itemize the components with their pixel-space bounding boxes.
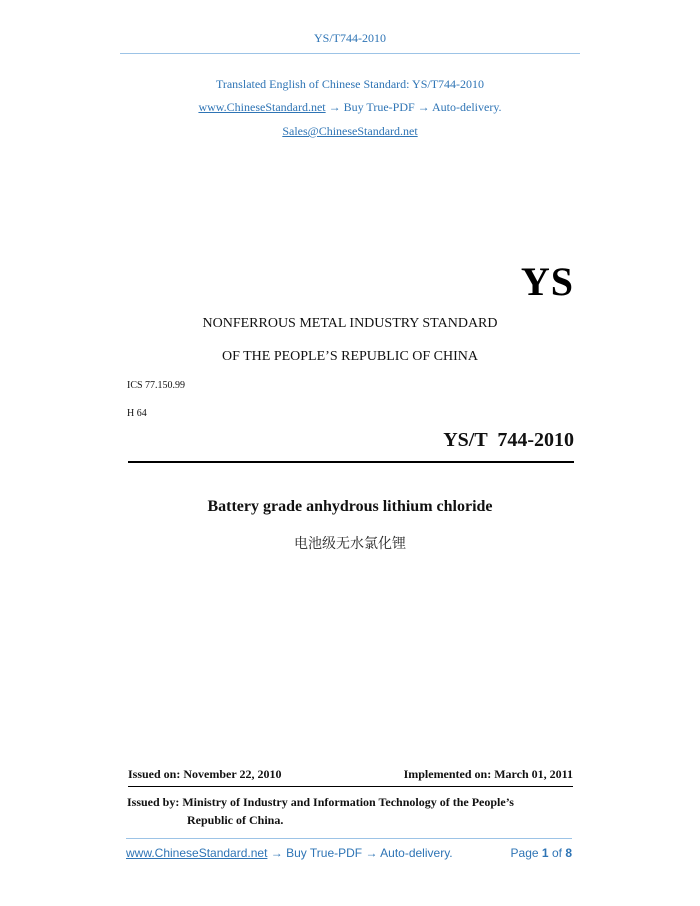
- site-link[interactable]: www.ChineseStandard.net: [198, 100, 326, 114]
- arrow-icon: →: [270, 846, 283, 860]
- header-divider: [120, 53, 580, 54]
- standard-number: YS/T 744-2010: [443, 429, 574, 451]
- issuer-line-1: NONFERROUS METAL INDUSTRY STANDARD: [202, 316, 498, 331]
- arrow-icon: →: [328, 100, 341, 114]
- email-line: [0, 124, 700, 139]
- ics-code: ICS 77.150.99: [127, 380, 186, 391]
- footer-delivery-text: Auto-delivery.: [380, 846, 453, 860]
- page-total: 8: [565, 846, 572, 860]
- document-title: Battery grade anhydrous lithium chloride: [207, 498, 493, 515]
- category-code: H 64: [127, 408, 147, 419]
- email-link[interactable]: Sales@ChineseStandard.net: [282, 124, 418, 138]
- issued-by: [127, 793, 573, 829]
- standard-mark: YS: [520, 259, 574, 304]
- footer-divider: [126, 838, 572, 839]
- translation-notice: Translated English of Chinese Standard: YS/T744-2010: [215, 77, 485, 91]
- purchase-line: [0, 100, 700, 115]
- issued-date: Issued on: November 22, 2010: [128, 767, 282, 781]
- dates-divider: [128, 786, 573, 787]
- arrow-icon: →: [417, 100, 430, 114]
- of-label: of: [551, 846, 562, 860]
- buy-text: Buy True-PDF: [343, 100, 415, 114]
- arrow-icon: →: [365, 846, 378, 860]
- page-indicator: [511, 846, 572, 860]
- page-number: 1: [541, 846, 549, 860]
- footer-purchase-line: [126, 846, 453, 860]
- issued-by-line-2: Republic of China.: [187, 813, 284, 827]
- document-title-chinese: 电池级无水氯化锂: [294, 536, 406, 552]
- page-label: Page: [510, 846, 539, 860]
- implemented-date: Implemented on: March 01, 2011: [403, 767, 573, 781]
- title-divider: [128, 461, 574, 463]
- issued-by-line-1: Issued by: Ministry of Industry and Information Technology of the People’s: [127, 795, 514, 809]
- running-header: YS/T744-2010: [314, 31, 386, 45]
- delivery-text: Auto-delivery.: [432, 100, 502, 114]
- footer-site-link[interactable]: www.ChineseStandard.net: [126, 846, 268, 860]
- footer-buy-text: Buy True-PDF: [286, 846, 363, 860]
- issuer-line-2: OF THE PEOPLE’S REPUBLIC OF CHINA: [221, 349, 479, 364]
